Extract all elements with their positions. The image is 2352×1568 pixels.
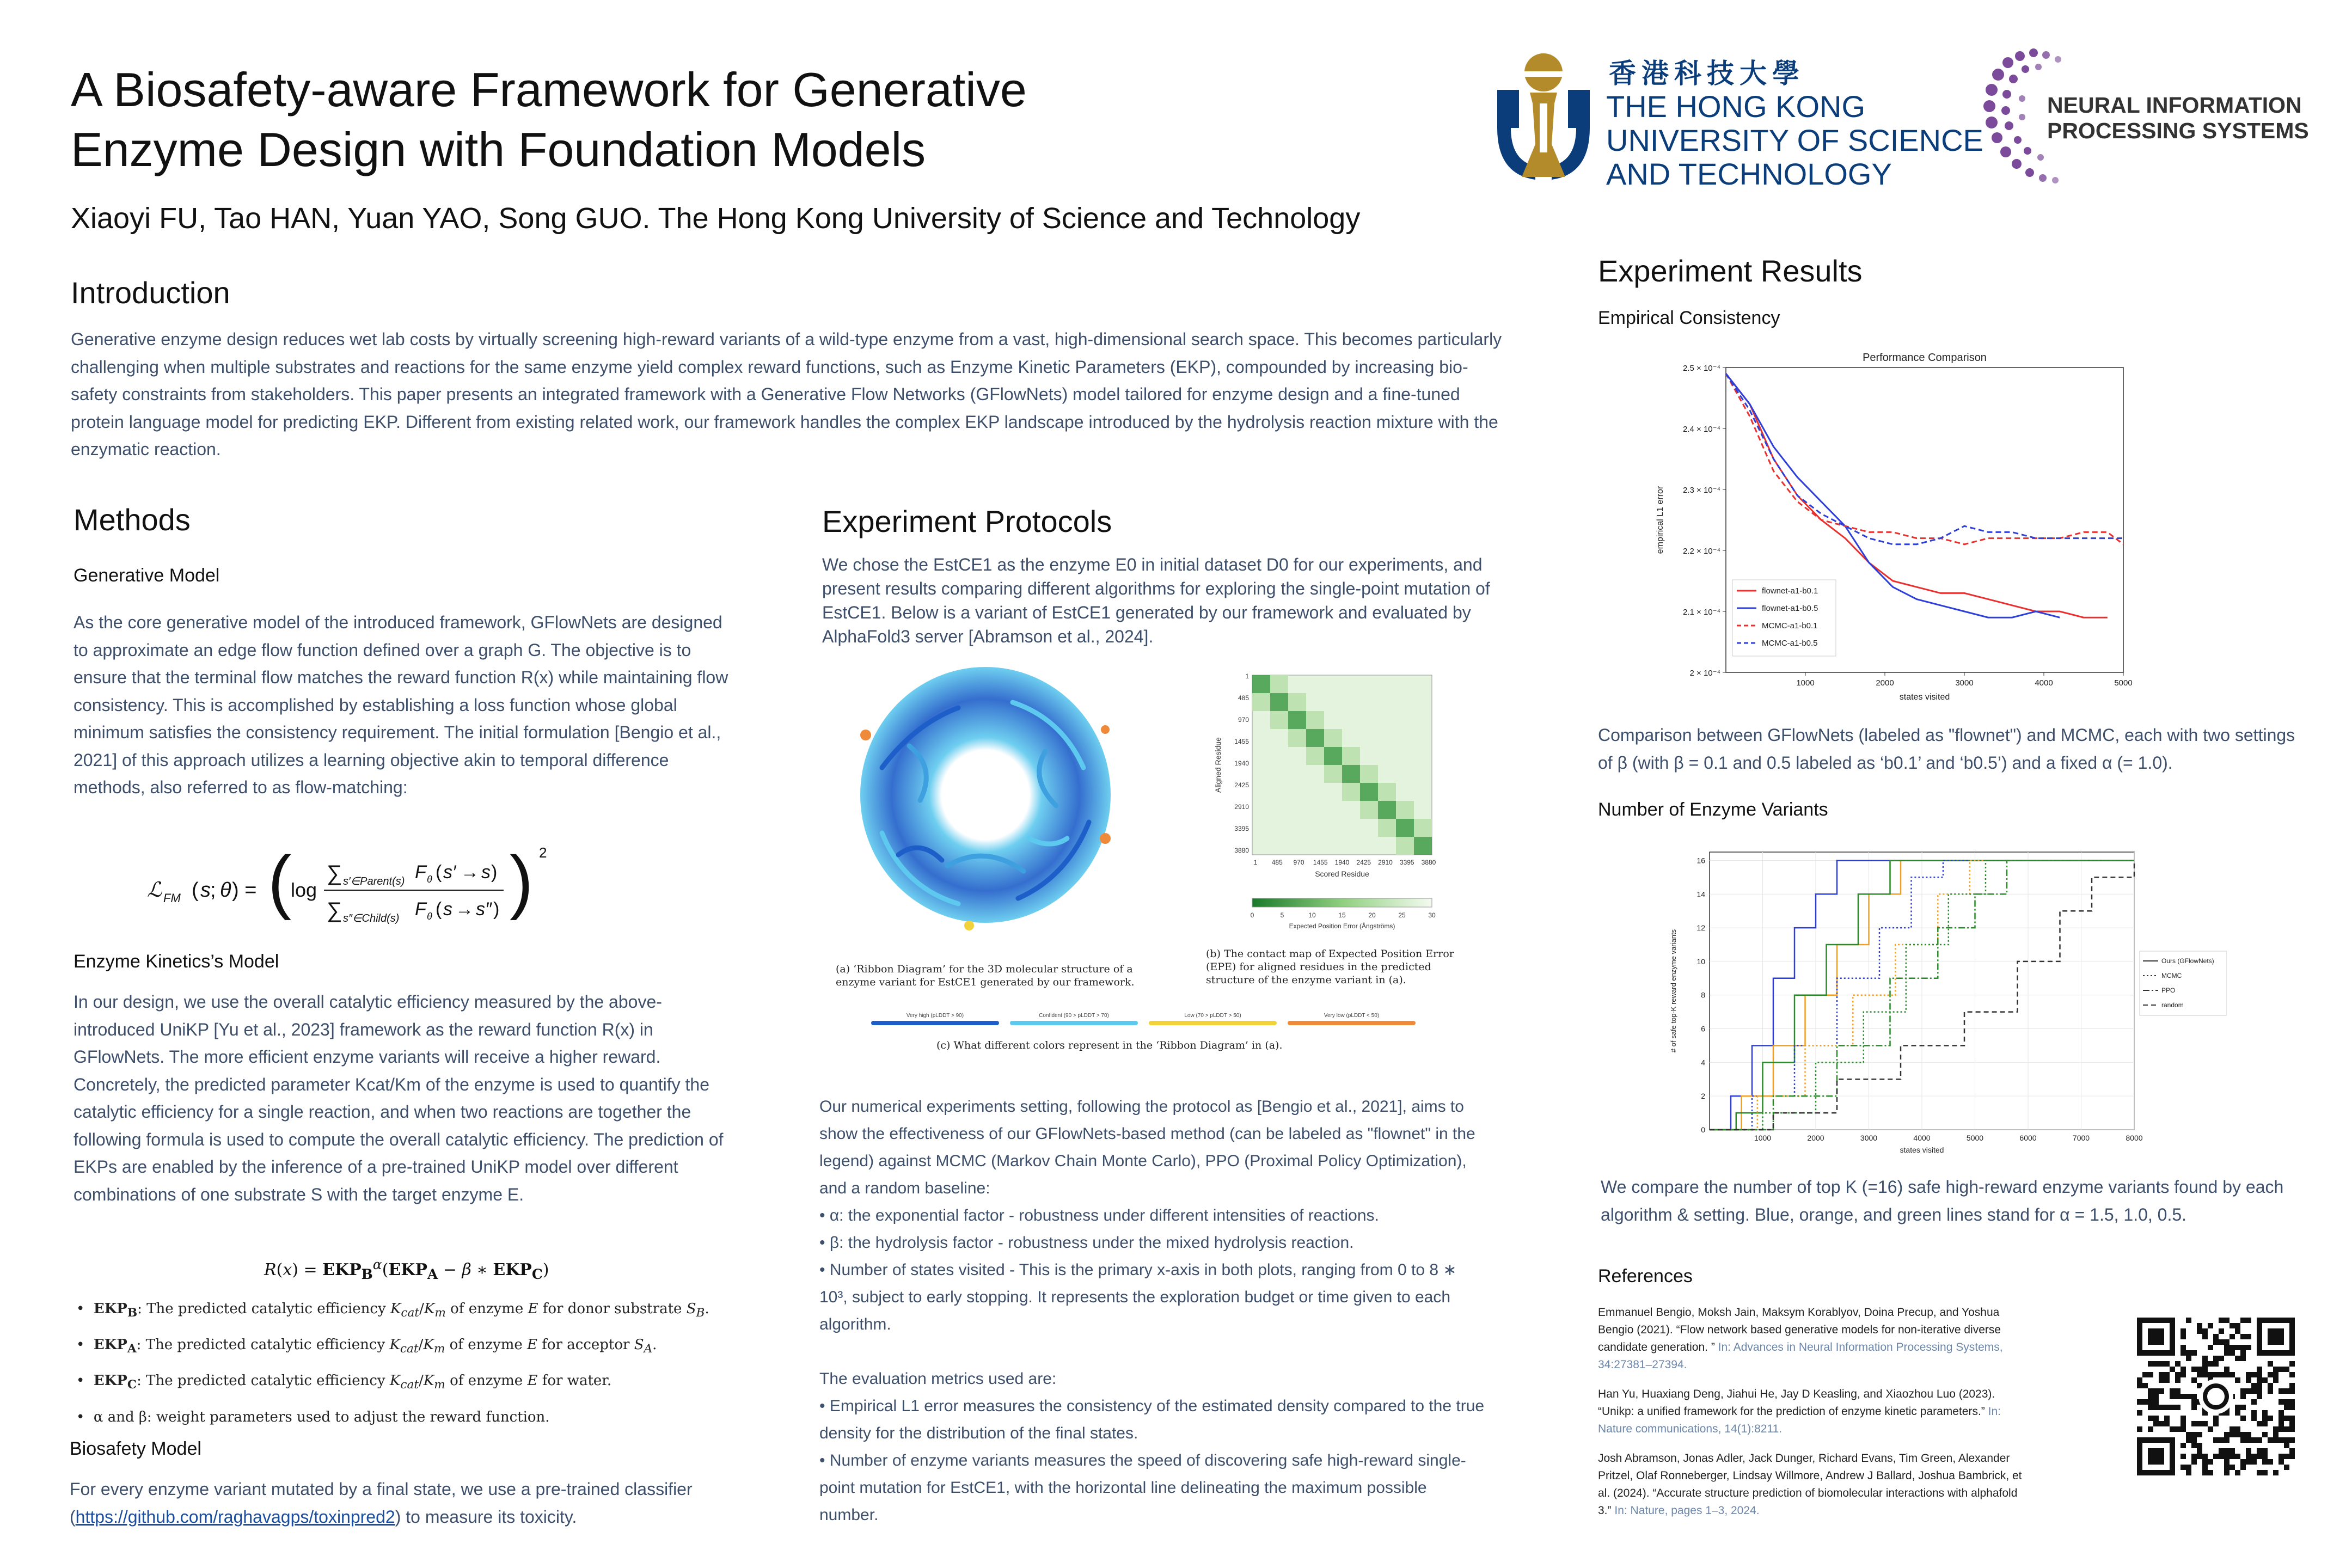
svg-text:F: F xyxy=(415,862,426,883)
ekp-a-bullet: • $EKP_A$: The predicted catalytic efficiency $K_{cat}/K_m$ of enzyme E for acceptor $S_A$. xyxy=(76,1337,657,1356)
contact-map-y-tick: 3395 xyxy=(1234,825,1249,832)
toxinpred2-link[interactable]: https://github.com/raghavagps/toxinpred2 xyxy=(75,1506,395,1527)
legend-label: PPO xyxy=(2161,987,2176,994)
contact-map-block xyxy=(1342,747,1360,765)
poster-title xyxy=(71,60,1377,180)
svg-text:) =: ) = xyxy=(232,879,257,902)
flow-matching-equation xyxy=(147,841,593,939)
enzyme-kinetics-heading: Enzyme Kinetics’s Model xyxy=(74,951,279,972)
title-line-1: A Biosafety-aware Framework for Generative xyxy=(71,63,1027,117)
y-tick-label: 2.3 × 10⁻⁴ xyxy=(1683,486,1720,495)
chart-title: Performance Comparison xyxy=(1863,352,1987,364)
contact-map-x-tick: 2425 xyxy=(1356,859,1371,866)
contact-map-block xyxy=(1252,675,1270,693)
svg-text:): ) xyxy=(510,841,534,921)
enzyme-variants-caption: We compare the number of top K (=16) safe high-reward enzyme variants found by each algorithm & setting. Blue, orange, and green lines stand for α = 1.5, 1.0, 0.5. xyxy=(1601,1177,2284,1224)
svg-text:s′: s′ xyxy=(443,862,456,883)
legend-low: Low (70 > pLDDT > 50) xyxy=(1149,1013,1277,1025)
setting-bullet-states: • Number of states visited - This is the primary x-axis in both plots, ranging from 0 to 8 ∗ 10³, subject to early stopping. It represents the exploration budget or time given to each algorithm. xyxy=(819,1261,1457,1333)
experiment-setting xyxy=(819,1093,1489,1529)
series-line-MCMC-a1-b0.1 xyxy=(1726,373,2123,544)
y-axis-label: # of safe top-K reward enzyme variants xyxy=(1669,929,1677,1053)
svg-text:θ: θ xyxy=(427,911,432,922)
svg-text:→: → xyxy=(455,899,474,920)
plddt-legend xyxy=(871,1013,1416,1034)
authors: Xiaoyi FU, Tao HAN, Yuan YAO, Song GUO. The Hong Kong University of Science and Technology xyxy=(71,202,1361,235)
y-tick-label: 2.2 × 10⁻⁴ xyxy=(1683,547,1720,556)
enzyme-kinetics-text: In our design, we use the overall catalytic efficiency measured by the above-introduced UniKP [Yu et al., 2023] framework as the reward function R(x) in GFlowNets. The more efficient enzyme variants will receive a higher reward. Concretely, the predicted parameter Kcat/Km of the enzyme is used to quantify the catalytic efficiency for a single reaction, and when two reactions are together the following formula is used to compute the overall catalytic efficiency. The prediction of EKPs are enabled by the inference of a pre-trained UniKP model over different combinations of one substrate S with the target enzyme E. xyxy=(74,992,724,1204)
contact-map-block xyxy=(1342,783,1360,801)
l1-error-chart xyxy=(1650,346,2140,710)
contact-map-block xyxy=(1270,711,1288,729)
reward-equation: $R(x) = EKP_B^\alpha(EKP_A - \beta$ ∗ $EKP_C$) xyxy=(264,1257,549,1282)
contact-map-x-tick: 3395 xyxy=(1399,859,1414,866)
contact-map-block xyxy=(1306,711,1324,729)
metrics-bullet-l1: • Empirical L1 error measures the consistency of the estimated density compared to the true density for the distribution of the final states. xyxy=(819,1397,1485,1442)
svg-text:log: log xyxy=(291,879,317,901)
contact-map-block xyxy=(1360,765,1378,783)
contact-map-block xyxy=(1360,801,1378,819)
legend-very-low: Very low (pLDDT < 50) xyxy=(1288,1013,1416,1025)
svg-text:(: ( xyxy=(436,899,442,920)
x-tick-label: 8000 xyxy=(2126,1134,2143,1142)
reference-item: Emmanuel Bengio, Moksh Jain, Maksym Korablyov, Doina Precup, and Yoshua Bengio (2021). “Flow network based generative models for non-iterative diverse candidate generation. ” In: Advances in Neural Information Processing Systems, 34:27381–27394. xyxy=(1598,1306,2003,1371)
x-tick-label: 5000 xyxy=(2114,678,2133,688)
svg-text:(: ( xyxy=(192,879,199,902)
svg-text:): ) xyxy=(491,862,498,883)
contact-map-block xyxy=(1252,693,1270,711)
metrics-intro: The evaluation metrics used are: xyxy=(819,1370,1057,1388)
biosafety-text: For every enzyme variant mutated by a final state, we use a pre-trained classifier (https://github.com/raghavagps/toxinpred2) to measure its toxicity. xyxy=(70,1479,693,1527)
setting-bullet-alpha: • α: the exponential factor - robustness under different intensities of reactions. xyxy=(819,1206,1379,1224)
generative-model-heading: Generative Model xyxy=(74,565,220,586)
svg-text:s′∈Parent(s): s′∈Parent(s) xyxy=(343,875,405,887)
contact-map-y-ticks xyxy=(1234,672,1249,854)
contact-map-block xyxy=(1396,801,1414,819)
contact-map-figure xyxy=(1209,670,1443,931)
contact-map-y-tick: 2425 xyxy=(1234,781,1249,789)
contact-map-block xyxy=(1324,747,1342,765)
reference-item: Han Yu, Huaxiang Deng, Jiahui He, Jay D Keasling, and Xiaozhou Luo (2023). “Unikp: a unified framework for the prediction of enzyme kinetic parameters.” In: Nature communications, 14(1):8211. xyxy=(1598,1388,2001,1435)
legend-label: random xyxy=(2161,1001,2184,1009)
y-tick-label: 0 xyxy=(1701,1125,1705,1134)
enzyme-variants-heading: Number of Enzyme Variants xyxy=(1598,799,1828,820)
legend-confident: Confident (90 > pLDDT > 70) xyxy=(1010,1013,1138,1025)
y-tick-label: 12 xyxy=(1696,923,1705,933)
hkust-chinese-name: 香港科技大學 xyxy=(1609,58,1805,89)
series-line-MCMC-a1-b0.5 xyxy=(1726,373,2123,544)
contact-map-colorbar-tick: 10 xyxy=(1308,911,1316,919)
y-tick-label: 8 xyxy=(1701,990,1705,1000)
svg-text:ℒ: ℒ xyxy=(147,879,162,902)
svg-text:→: → xyxy=(461,862,479,883)
legend-label: Ours (GFlowNets) xyxy=(2161,957,2214,965)
legend-label: flownet-a1-b0.5 xyxy=(1762,604,1818,613)
contact-map-colorbar-tick: 5 xyxy=(1280,911,1284,919)
y-tick-label: 2.5 × 10⁻⁴ xyxy=(1683,364,1720,373)
svg-text:∑: ∑ xyxy=(327,898,342,922)
contact-map-x-tick: 1940 xyxy=(1334,859,1350,866)
contact-map-block xyxy=(1378,819,1396,837)
ribbon-caption: (a) ‘Ribbon Diagram’ for the 3D molecular structure of a enzyme variant for EstCE1 generated by our framework. xyxy=(836,963,1135,988)
qr-code-icon[interactable] xyxy=(2137,1318,2295,1475)
y-tick-label: 6 xyxy=(1701,1024,1705,1033)
contact-map-colorbar xyxy=(1252,898,1432,907)
contact-map-y-label: Aligned Residue xyxy=(1214,737,1222,793)
contact-map-y-tick: 1 xyxy=(1245,672,1249,680)
intro-text: Generative enzyme design reduces wet lab costs by virtually screening high-reward variants of a wild-type enzyme from a vast, high-dimensional search space. This becomes particularly challenging when multiple substrates and reactions for the same enzyme yield complex reward functions, such as Enzyme Kinetic Parameters (EKP), compounded by increasing bio-safety constraints from stakeholders. This paper presents an integrated framework with a Generative Flow Networks (GFlowNets) model tailored for enzyme design and a fine-tuned protein language model for predicting EKP. Different from existing related work, our framework handles the complex EKP landscape introduced by the hydrolysis reaction mixture with the enzymatic reaction. xyxy=(71,329,1502,459)
contact-map-colorbar-ticks xyxy=(1251,911,1436,919)
svg-text:s: s xyxy=(200,879,211,902)
ekp-b-bullet: • $EKP_B$: The predicted catalytic efficiency $K_{cat}/K_m$ of enzyme E for donor substrate $S_B$. xyxy=(76,1301,709,1320)
protocols-text: We chose the EstCE1 as the enzyme E0 in initial dataset D0 for our experiments, and present results comparing different algorithms for exploring the single-point mutation of EstCE1. Below is a variant of EstCE1 generated by our framework and evaluated by AlphaFold3 server [Abramson et al., 2024]. xyxy=(822,555,1490,646)
x-tick-label: 4000 xyxy=(2035,678,2053,688)
svg-text:s: s xyxy=(481,862,491,883)
contact-map-block xyxy=(1270,693,1288,711)
y-tick-label: 4 xyxy=(1701,1058,1705,1067)
legend-label: flownet-a1-b0.1 xyxy=(1762,586,1818,596)
x-tick-label: 3000 xyxy=(1955,678,1974,688)
ekp-definition-list xyxy=(76,1293,740,1433)
y-tick-label: 14 xyxy=(1696,890,1705,899)
x-tick-label: 3000 xyxy=(1860,1134,1878,1142)
x-tick-label: 5000 xyxy=(1966,1134,1984,1142)
svg-text:s″∈Child(s): s″∈Child(s) xyxy=(343,912,400,924)
contact-map-y-tick: 1940 xyxy=(1234,759,1249,767)
x-tick-label: 2000 xyxy=(1876,678,1894,688)
setting-bullet-beta: • β: the hydrolysis factor - robustness under the mixed hydrolysis reaction. xyxy=(819,1234,1354,1252)
svg-text:2: 2 xyxy=(539,844,547,861)
contact-map-colorbar-tick: 0 xyxy=(1250,911,1254,919)
contact-map-block xyxy=(1414,837,1432,855)
svg-text:θ: θ xyxy=(427,874,432,885)
contact-map-colorbar-tick: 15 xyxy=(1338,911,1346,919)
contact-map-y-tick: 1455 xyxy=(1234,738,1249,745)
svg-text:θ: θ xyxy=(220,879,231,902)
hkust-emblem-icon xyxy=(1497,52,1590,188)
contact-map-x-tick: 2910 xyxy=(1378,859,1393,866)
svg-text:∑: ∑ xyxy=(327,861,342,885)
contact-map-colorbar-label: Expected Position Error (Ångströms) xyxy=(1289,922,1395,930)
contact-map-block xyxy=(1288,711,1306,729)
contact-map-x-ticks xyxy=(1254,859,1436,866)
hkust-name-line-2: UNIVERSITY OF SCIENCE xyxy=(1606,123,1983,157)
svg-text:): ) xyxy=(493,899,500,920)
contact-map-block xyxy=(1396,837,1414,855)
references-list xyxy=(1598,1304,2023,1520)
contact-map-y-tick: 485 xyxy=(1238,694,1249,702)
neurips-logo xyxy=(1982,46,2319,193)
legend-very-high: Very high (pLDDT > 90) xyxy=(871,1013,999,1025)
contact-map-block xyxy=(1288,729,1306,747)
contact-map-x-tick: 3880 xyxy=(1421,859,1436,866)
y-tick-label: 2.1 × 10⁻⁴ xyxy=(1683,608,1720,617)
contact-map-block xyxy=(1288,693,1306,711)
empirical-consistency-heading: Empirical Consistency xyxy=(1598,308,1780,328)
y-tick-label: 2 × 10⁻⁴ xyxy=(1689,669,1720,678)
hkust-name-line-1: THE HONG KONG xyxy=(1606,89,1866,124)
contact-map-block xyxy=(1324,729,1342,747)
title-line-2: Enzyme Design with Foundation Models xyxy=(71,122,926,176)
enzyme-variants-chart xyxy=(1661,841,2227,1168)
reference-item: Josh Abramson, Jonas Adler, Jack Dunger, Richard Evans, Tim Green, Alexander Pritzel, Olaf Ronneberger, Lindsay Willmore, Andrew J Ballard, Joshua Bambrick, et al. (2024). “Accurate structure prediction of biomolecular interactions with alphafold 3.” In: Nature, pages 1–3, 2024. xyxy=(1598,1452,2022,1517)
svg-text:s″: s″ xyxy=(476,899,492,920)
x-tick-label: 1000 xyxy=(1754,1134,1772,1142)
contact-map-block xyxy=(1306,747,1324,765)
y-tick-label: 2.4 × 10⁻⁴ xyxy=(1683,425,1720,434)
x-axis-label: states visited xyxy=(1900,1146,1944,1154)
contact-map-y-tick: 2910 xyxy=(1234,803,1249,811)
contact-map-block xyxy=(1360,783,1378,801)
svg-text:F: F xyxy=(415,899,426,920)
y-tick-label: 10 xyxy=(1696,957,1705,966)
contact-map-block xyxy=(1306,729,1324,747)
legend-label: MCMC-a1-b0.1 xyxy=(1762,621,1818,630)
svg-text:FM: FM xyxy=(163,891,181,905)
contact-map-colorbar-tick: 20 xyxy=(1368,911,1376,919)
generative-model-text: As the core generative model of the introduced framework, GFlowNets are designed to approximate an edge flow function defined over a graph G. The objective is to ensure that the terminal flow matches the reward function R(x) while maintaining flow consistency. This is accomplished by establishing a loss function whose global minimum satisfies the consistency requirement. The initial formulation [Bengio et al., 2021] of this approach utilizes a learning objective akin to temporal difference methods, also referred to as flow-matching: xyxy=(74,612,728,797)
contact-map-x-tick: 1 xyxy=(1253,859,1258,866)
empirical-consistency-caption: Comparison between GFlowNets (labeled as "flownet") and MCMC, each with two settings of β (with β = 0.1 and 0.5 labeled as ‘b0.1’ and ‘b0.5’) and a fixed α (= 1.0). xyxy=(1598,725,2295,773)
contact-map-block xyxy=(1270,675,1288,693)
protocols-heading: Experiment Protocols xyxy=(822,504,1112,538)
hkust-name-line-3: AND TECHNOLOGY xyxy=(1606,157,1892,191)
x-tick-label: 1000 xyxy=(1796,678,1815,688)
contact-map-block xyxy=(1378,801,1396,819)
contact-map-x-tick: 485 xyxy=(1271,859,1283,866)
x-axis-label: states visited xyxy=(1899,693,1950,702)
intro-heading: Introduction xyxy=(71,275,230,310)
svg-text:(: ( xyxy=(268,841,292,921)
setting-text: Our numerical experiments setting, following the protocol as [Bengio et al., 2021], aims to show the effectiveness of our GFlowNets-based method (can be labeled as "flownet" in the legend) against MCMC (Markov Chain Monte Carlo), PPO (Proximal Policy Optimization), and a random baseline: xyxy=(819,1098,1475,1197)
alpha-beta-bullet: • α and β: weight parameters used to adjust the reward function. xyxy=(76,1408,550,1425)
hkust-logo xyxy=(1497,52,1983,193)
svg-text:(: ( xyxy=(436,862,442,883)
contact-map-y-tick: 3880 xyxy=(1234,847,1249,854)
neurips-name-line-1: NEURAL INFORMATION xyxy=(2047,93,2302,118)
contact-map-x-tick: 1455 xyxy=(1313,859,1328,866)
contact-map-block xyxy=(1414,819,1432,837)
contact-map-x-tick: 970 xyxy=(1293,859,1304,866)
x-tick-label: 4000 xyxy=(1913,1134,1931,1142)
ekp-c-bullet: • $EKP_C$: The predicted catalytic efficiency $K_{cat}/K_m$ of enzyme E for water. xyxy=(76,1373,612,1392)
legend-label: MCMC xyxy=(2161,972,2182,979)
contact-map-x-label: Scored Residue xyxy=(1315,869,1369,878)
contact-map-block xyxy=(1396,819,1414,837)
contact-map-colorbar-tick: 25 xyxy=(1398,911,1406,919)
x-tick-label: 6000 xyxy=(2019,1134,2037,1142)
results-heading: Experiment Results xyxy=(1598,254,1863,288)
svg-text:;: ; xyxy=(210,879,216,902)
biosafety-heading: Biosafety Model xyxy=(70,1438,201,1459)
y-axis-label: empirical L1 error xyxy=(1656,486,1665,554)
neurips-name-line-2: PROCESSING SYSTEMS xyxy=(2047,118,2309,143)
contact-map-y-tick: 970 xyxy=(1238,716,1249,724)
contact-map-colorbar-tick: 30 xyxy=(1428,911,1436,919)
ribbon-diagram-figure xyxy=(849,659,1122,936)
legend-label: MCMC-a1-b0.5 xyxy=(1762,639,1818,648)
svg-text:s: s xyxy=(443,899,452,920)
y-tick-label: 16 xyxy=(1696,856,1705,865)
contact-map-block xyxy=(1378,783,1396,801)
contact-map-block xyxy=(1342,765,1360,783)
methods-heading: Methods xyxy=(74,503,191,537)
contact-map-plot xyxy=(1209,670,1443,931)
metrics-bullet-variants: • Number of enzyme variants measures the speed of discovering safe high-reward single-point mutation for EstCE1, with the horizontal line delineating the maximum possible number. xyxy=(819,1451,1466,1524)
contact-map-caption: (b) The contact map of Expected Position Error (EPE) for aligned residues in the predicted structure of the enzyme variant in (a). xyxy=(1206,948,1454,986)
references-heading: References xyxy=(1598,1266,1693,1287)
legend-caption: (c) What different colors represent in the ‘Ribbon Diagram’ in (a). xyxy=(936,1039,1283,1051)
x-tick-label: 2000 xyxy=(1807,1134,1824,1142)
x-tick-label: 7000 xyxy=(2072,1134,2090,1142)
y-tick-label: 2 xyxy=(1701,1092,1705,1101)
contact-map-block xyxy=(1324,765,1342,783)
